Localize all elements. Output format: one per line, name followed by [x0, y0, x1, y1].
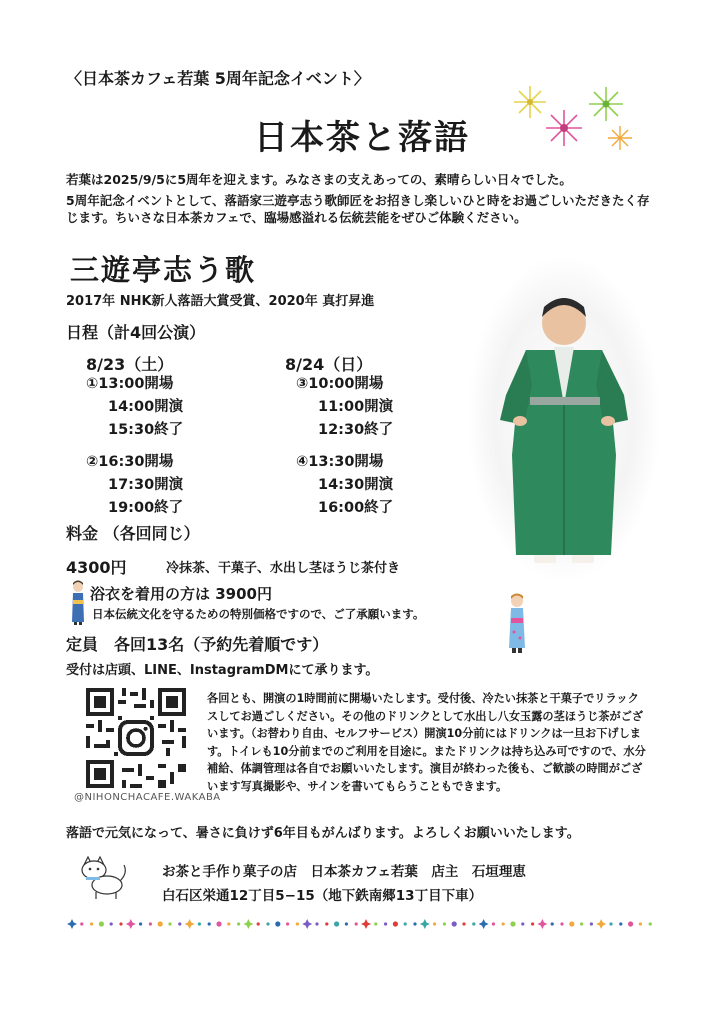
- border-dot: [649, 922, 652, 925]
- border-dot: [492, 922, 495, 925]
- session-open: ①13:00開場: [86, 376, 174, 392]
- border-dot: [472, 922, 475, 925]
- day-2-date: 8/24（日）: [285, 355, 373, 374]
- border-dot: [257, 922, 260, 925]
- session-start: 17:30開演: [108, 477, 184, 493]
- day-1-session-1: [86, 373, 183, 442]
- border-dot: [237, 922, 240, 925]
- border-dot: [404, 922, 407, 925]
- border-star: [67, 919, 77, 929]
- border-dot: [393, 921, 398, 926]
- border-dot: [355, 922, 358, 925]
- session-start: 11:00開演: [318, 399, 394, 415]
- yukata-note: 日本伝統文化を守るための特別価格ですので、ご了承願います。: [92, 607, 425, 621]
- price-amount: 4300円: [66, 558, 127, 577]
- border-dot: [119, 922, 122, 925]
- border-dot: [590, 922, 593, 925]
- border-dot: [560, 922, 563, 925]
- session-end: 16:00終了: [318, 500, 394, 516]
- day-1-date: 8/23（土）: [86, 355, 174, 374]
- event-notes: 各回とも、開演の1時間前に開場いたします。受付後、冷たい抹茶と干菓子でリラックスしてお過ごしください。その他のドリンクとして水出し八女玉露の茎ほうじ茶がございます。（お替わり自由、セルフサービス）開演10分前にはドリンクは一旦お下げします。トイレも10分前までのご利用を目途に。またドリンクは持ち込み可ですので、水分補給、体調管理は各自でお願いいたします。演目が終わった後も、ご歓談の時間がございます写真撮影や、サインを書いてもらうこともできます。: [207, 692, 646, 793]
- border-star: [185, 919, 195, 929]
- performer-name: 三遊亭志う歌: [70, 253, 257, 287]
- border-dot: [315, 922, 318, 925]
- border-dot: [110, 922, 113, 925]
- border-star: [596, 919, 606, 929]
- border-dot: [227, 922, 230, 925]
- border-star: [302, 919, 312, 929]
- decorative-border: [66, 910, 658, 938]
- border-dot: [531, 922, 534, 925]
- border-dot: [296, 922, 299, 925]
- border-dot: [325, 922, 328, 925]
- intro-text: [66, 171, 656, 226]
- border-star: [361, 919, 371, 929]
- intro-line-2: 5周年記念イベントとして、落語家三遊亭志う歌師匠をお招きし楽しいひと時をお過ごしいただきたく存じます。ちいさな日本茶カフェで、臨場感溢れる伝統芸能をぜひご体験ください。: [66, 193, 650, 225]
- day-2-session-4: [296, 451, 393, 520]
- border-dot: [158, 921, 163, 926]
- border-dot: [628, 921, 633, 926]
- border-dot: [208, 922, 211, 925]
- border-dot: [374, 922, 377, 925]
- border-dot: [443, 922, 446, 925]
- event-subtitle: 〈日本茶カフェ若葉 5周年記念イベント〉: [66, 69, 370, 88]
- border-dot: [80, 922, 83, 925]
- session-open: ④13:30開場: [296, 454, 384, 470]
- border-dot: [139, 922, 142, 925]
- yukata-price: 浴衣を着用の方は 3900円: [90, 585, 272, 603]
- border-dot: [90, 922, 93, 925]
- shop-name-owner: お茶と手作り菓子の店 日本茶カフェ若葉 店主 石垣理恵: [162, 864, 526, 880]
- border-star: [537, 919, 547, 929]
- session-open: ③10:00開場: [296, 376, 384, 392]
- border-dot: [521, 922, 524, 925]
- border-dot: [452, 921, 457, 926]
- closing-message: 落語で元気になって、暑さに負けず6年目もがんばります。よろしくお願いいたします。: [66, 826, 580, 841]
- instagram-handle: @NIHONCHACAFE.WAKABA: [74, 792, 221, 803]
- border-dot: [462, 922, 465, 925]
- border-dot: [413, 922, 416, 925]
- border-dot: [198, 922, 201, 925]
- border-dot: [502, 922, 505, 925]
- performer-award: 2017年 NHK新人落語大賞受賞、2020年 真打昇進: [66, 294, 375, 309]
- border-dot: [99, 921, 104, 926]
- session-end: 12:30終了: [318, 422, 394, 438]
- border-dot: [580, 922, 583, 925]
- price-heading: 料金 （各回同じ）: [66, 524, 200, 543]
- session-start: 14:30開演: [318, 477, 394, 493]
- schedule-heading: 日程（計4回公演）: [66, 323, 206, 342]
- border-dot: [569, 921, 574, 926]
- border-dot: [345, 922, 348, 925]
- border-dot: [216, 921, 221, 926]
- border-dot: [149, 922, 152, 925]
- fireworks-illustration: [508, 80, 640, 160]
- page-title: 日本茶と落語: [254, 118, 470, 158]
- border-star: [243, 919, 253, 929]
- session-end: 15:30終了: [108, 422, 184, 438]
- border-dot: [619, 922, 622, 925]
- border-dot: [510, 921, 515, 926]
- yukata-girl-icon: [505, 592, 529, 656]
- day-2-session-3: [296, 373, 393, 442]
- price-includes: 冷抹茶、干菓子、水出し茎ほうじ茶付き: [166, 561, 401, 576]
- border-dot: [433, 922, 436, 925]
- border-star: [126, 919, 136, 929]
- intro-line-1: 若葉は2025/9/5に5周年を迎えます。みなさまの支えあっての、素晴らしい日々でした。: [66, 172, 572, 187]
- capacity: 定員 各回13名（予約先着順です）: [66, 635, 329, 654]
- border-dot: [266, 922, 269, 925]
- border-dot: [334, 921, 339, 926]
- border-dot: [639, 922, 642, 925]
- border-star: [479, 919, 489, 929]
- border-dot: [551, 922, 554, 925]
- cat-icon: [74, 855, 130, 901]
- session-open: ②16:30開場: [86, 454, 174, 470]
- border-dot: [609, 922, 612, 925]
- border-dot: [286, 922, 289, 925]
- border-dot: [275, 921, 280, 926]
- reception-info: 受付は店頭、LINE、InstagramDMにて承ります。: [66, 663, 379, 678]
- performer-photo: [466, 255, 662, 583]
- yukata-girl-icon: [68, 580, 88, 626]
- session-end: 19:00終了: [108, 500, 184, 516]
- session-start: 14:00開演: [108, 399, 184, 415]
- instagram-qr-code[interactable]: [86, 688, 186, 788]
- border-dot: [168, 922, 171, 925]
- border-dot: [384, 922, 387, 925]
- shop-address: 白石区栄通12丁目5−15（地下鉄南郷13丁目下車）: [162, 888, 483, 904]
- border-star: [420, 919, 430, 929]
- day-1-session-2: [86, 451, 183, 520]
- border-dot: [178, 922, 181, 925]
